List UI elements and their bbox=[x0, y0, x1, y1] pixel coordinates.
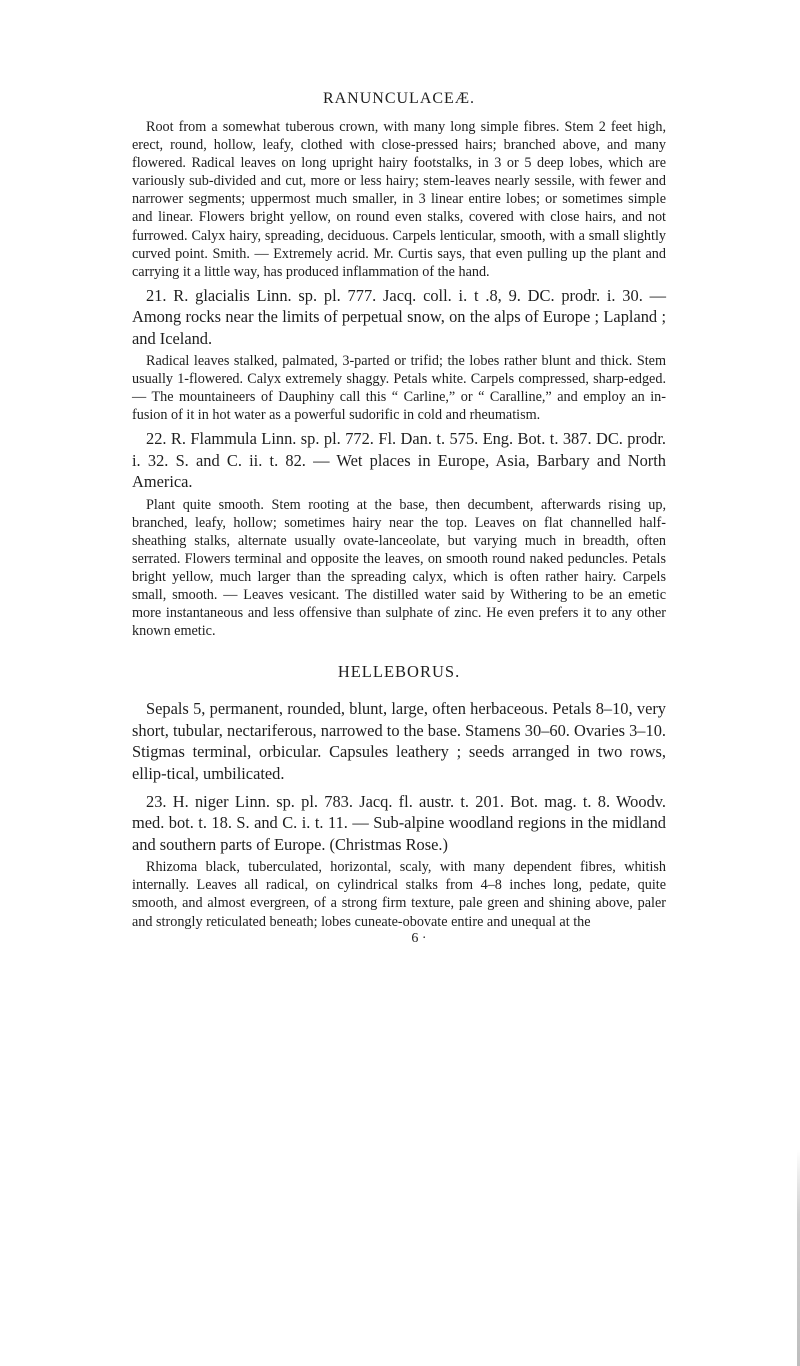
description-paragraph-flammula: Plant quite smooth. Stem rooting at the base, then decumbent, afterwards rising up, branched, leafy, hollow; sometimes hairy near the top. Leaves on flat channelled half-sheathing stalks, alternate usually ovate-lanceolate, but varying much in breadth, often serrated. Flowers terminal and opposite the leaves, on smooth round naked peduncles. Petals bright yellow, much larger than the spreading calyx, which is often rather hairy. Carpels small, smooth. — Leaves vesicant. The distilled water said by Withering to be an emetic more instantaneous and less offensive than sulphate of zinc. He even prefers it to any other known emetic. bbox=[132, 496, 666, 640]
running-head: RANUNCULACEÆ. bbox=[322, 90, 476, 107]
genus-heading: HELLEBORUS. bbox=[337, 662, 461, 682]
genus-description-helleborus: Sepals 5, permanent, rounded, blunt, large, often herbaceous. Petals 8–10, very short, tubular, nectariferous, narrowed to the base. Stamens 30–60. Ovaries 3–10. Stigmas terminal, orbicular. Capsules leathery ; seeds arranged in two rows, ellip-tical, umbilicated. bbox=[132, 699, 666, 783]
description-paragraph-glacialis: Radical leaves stalked, palmated, 3-parted or trifid; the lobes rather blunt and thick. Stem usually 1-flowered. Calyx extremely shaggy. Petals white. Carpels compressed, sharp-edged. — The mountaineers of Dauphiny call this “ Carline,” or “ Caralline,” and employ an in-fusion of it in hot water as a powerful sudorific in cold and rheumatism. bbox=[132, 353, 666, 424]
page-body bbox=[132, 118, 666, 947]
species-entry-21-glacialis: 21. R. glacialis Linn. sp. pl. 777. Jacq. coll. i. t .8, 9. DC. prodr. i. 30. — Among rocks near the limits of perpetual snow, on the alps of Europe ; Lapland ; and Iceland. bbox=[132, 285, 666, 348]
description-paragraph-ranunculus-acris: Root from a somewhat tuberous crown, with many long simple fibres. Stem 2 feet high, erect, round, hollow, leafy, clothed with close-pressed hairs; branched above, and many flowered. Radical leaves on long upright hairy footstalks, in 3 or 5 deep lobes, which are variously sub-divided and cut, more or less hairy; stem-leaves nearly sessile, with fewer and narrower segments; uppermost much smaller, in 3 linear entire lobes; or sometimes simple and linear. Flowers bright yellow, on round even stalks, covered with close hairs, and not furrowed. Calyx hairy, spreading, deciduous. Carpels lenticular, smooth, with a small slightly curved point. Smith. — Extremely acrid. Mr. Curtis says, that even pulling up the plant and carrying it a little way, has produced inflammation of the hand. bbox=[132, 119, 666, 280]
species-entry-23-niger: 23. H. niger Linn. sp. pl. 783. Jacq. fl. austr. t. 201. Bot. mag. t. 8. Woodv. med. bot. t. 18. S. and C. i. t. 11. — Sub-alpine woodland regions in the midland and southern parts of Europe. (Christmas Rose.) bbox=[132, 792, 666, 854]
description-paragraph-niger: Rhizoma black, tuberculated, horizontal, scaly, with many dependent fibres, whitish internally. Leaves all radical, on cylindrical stalks from 4–8 inches long, pedate, quite smooth, and almost evergreen, of a strong firm texture, pale green and shining above, paler and strongly reticulated beneath; lobes cuneate-obovate entire and unequal at the bbox=[132, 859, 666, 930]
signature-mark: 6 · bbox=[411, 930, 427, 946]
species-entry-22-flammula: 22. R. Flammula Linn. sp. pl. 772. Fl. Dan. t. 575. Eng. Bot. t. 387. DC. prodr. i. 32. S. and C. ii. t. 82. — Wet places in Europe, Asia, Barbary and North America. bbox=[132, 429, 666, 492]
